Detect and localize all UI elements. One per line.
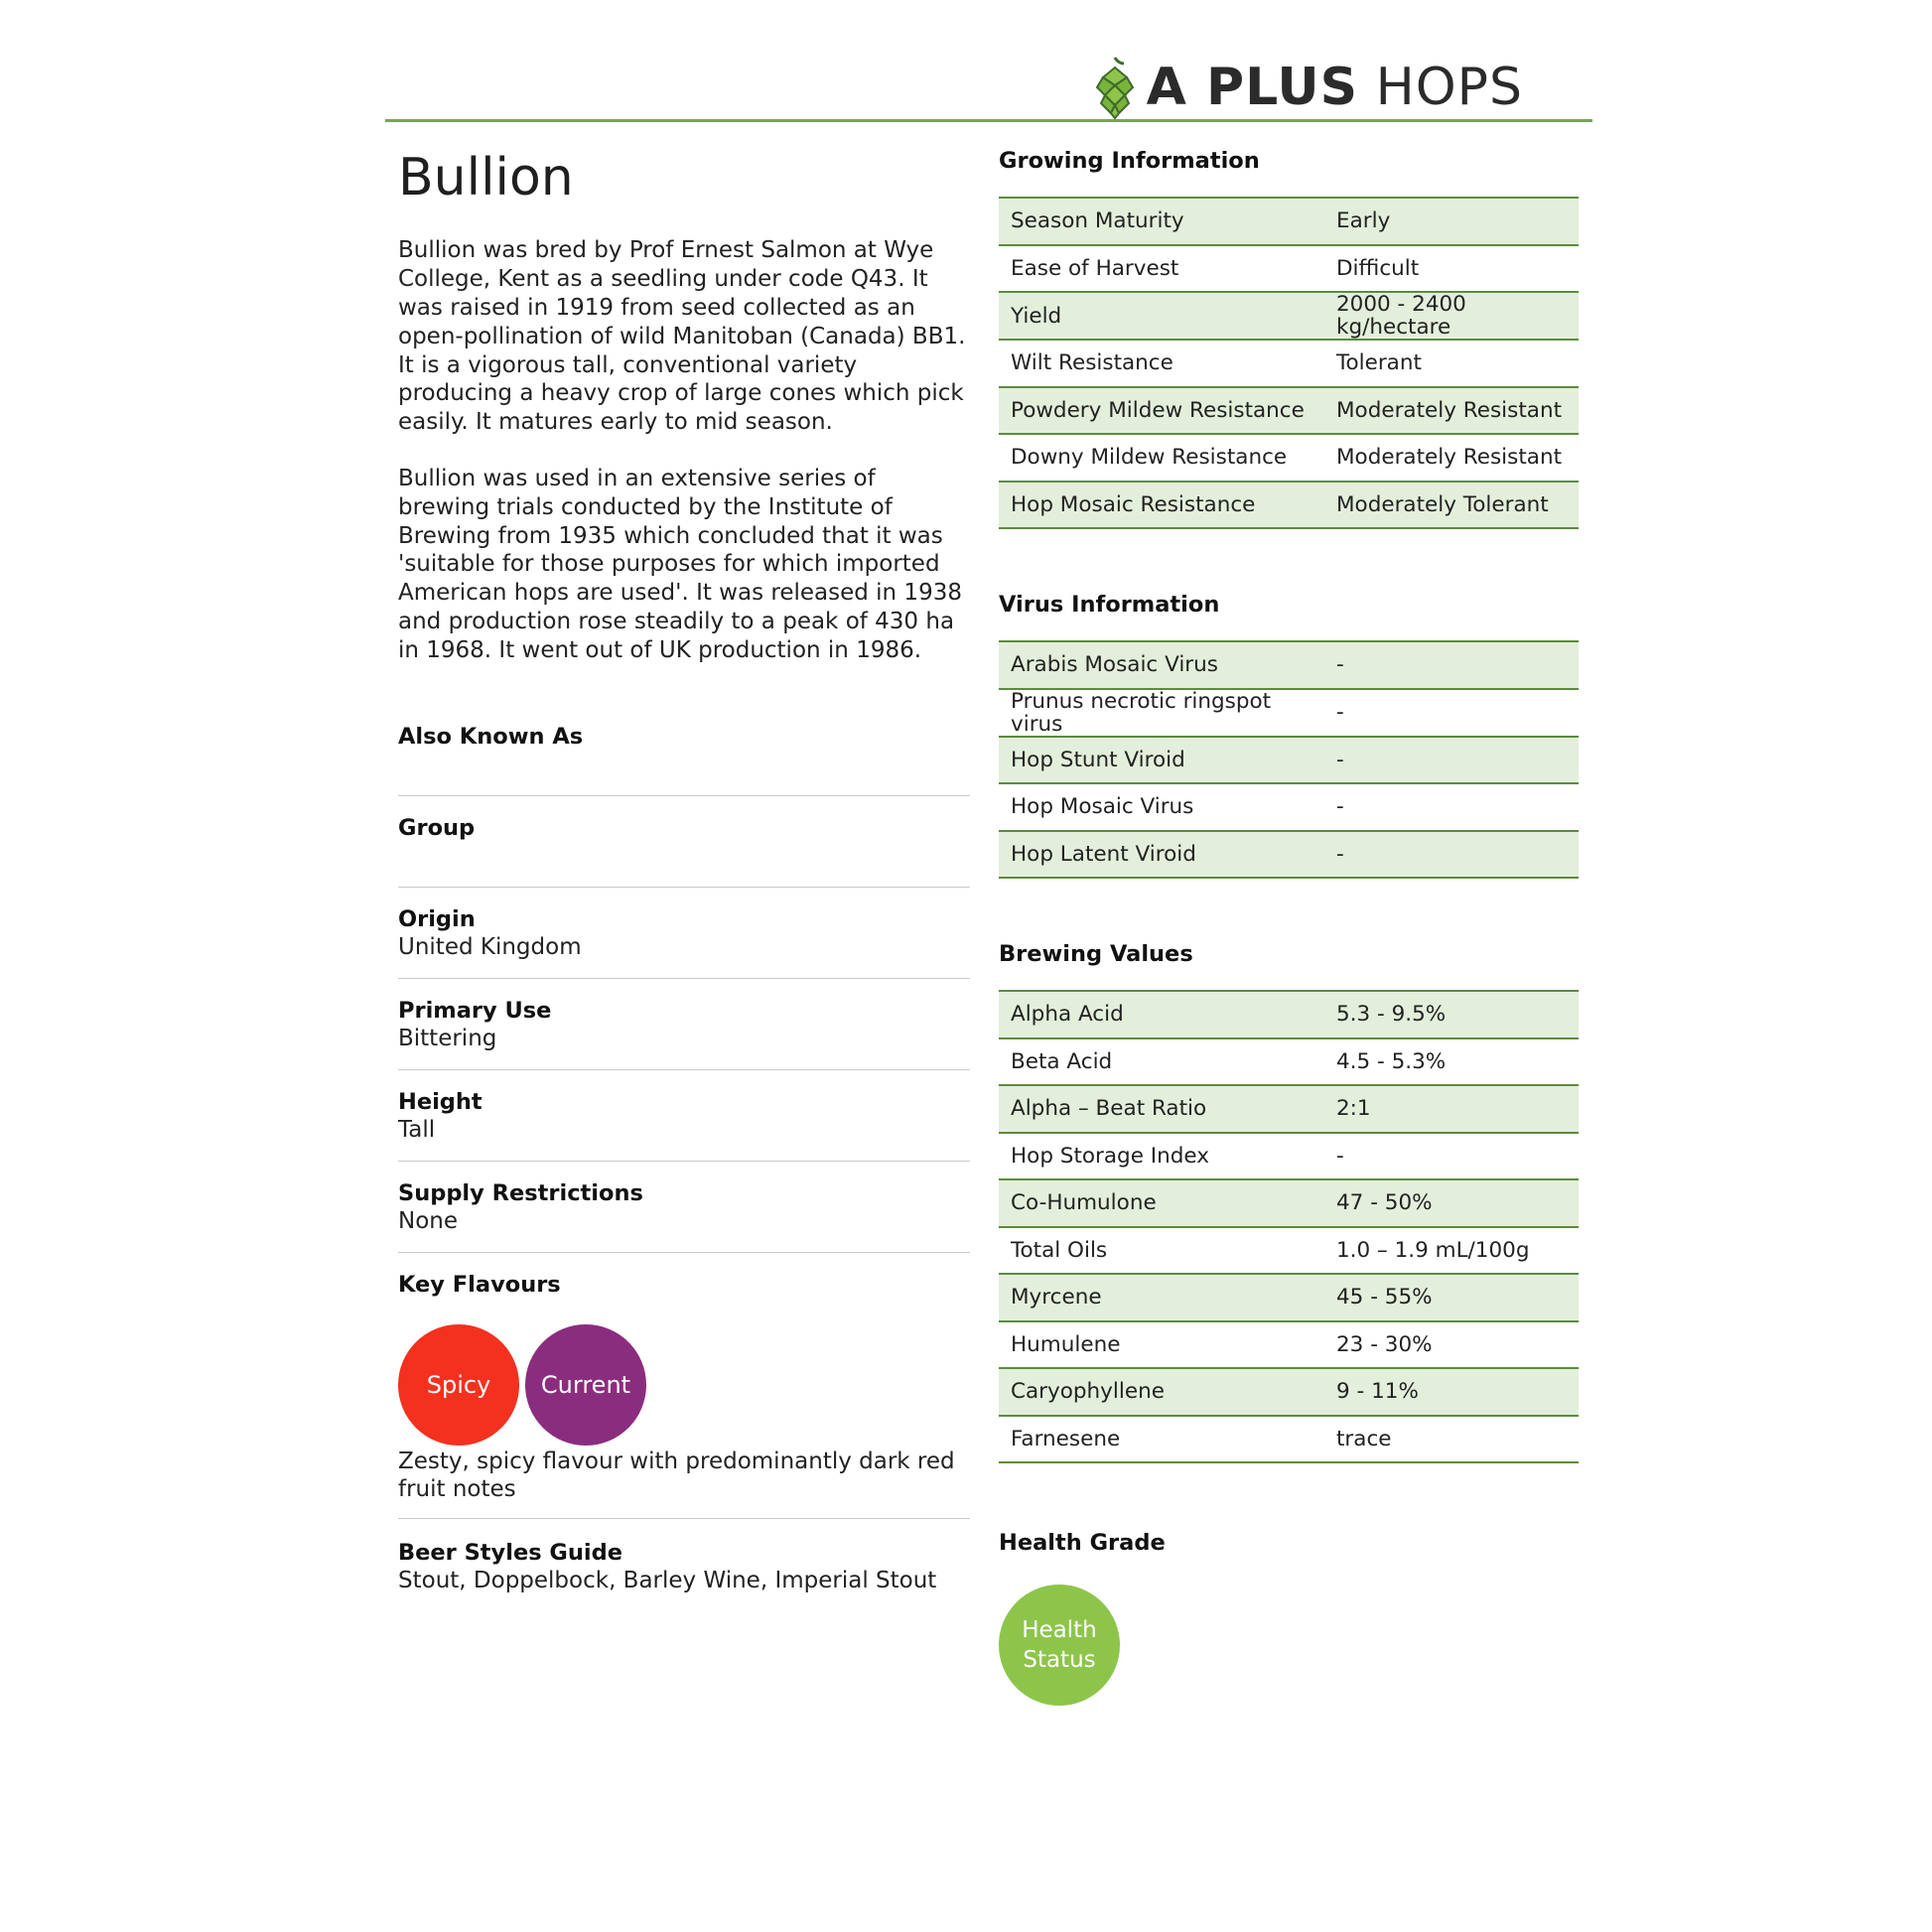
table-row	[999, 292, 1579, 340]
row-key: Downy Mildew Resistance	[999, 434, 1324, 482]
row-key: Yield	[999, 292, 1324, 340]
table-row	[999, 689, 1579, 737]
field-beer-styles	[398, 1519, 970, 1594]
growing-info-title: Growing Information	[999, 148, 1260, 174]
field-label: Origin	[398, 905, 476, 932]
hop-cone-icon	[1091, 56, 1139, 119]
table-row	[999, 783, 1579, 831]
health-status-badge: Health Status	[999, 1585, 1120, 1706]
row-value: -	[1324, 831, 1579, 879]
row-value: trace	[1324, 1416, 1579, 1463]
table-row	[999, 1368, 1579, 1416]
field-origin	[398, 888, 970, 979]
row-key: Hop Latent Viroid	[999, 831, 1324, 879]
table-row	[999, 1416, 1579, 1463]
row-value: 5.3 - 9.5%	[1324, 991, 1579, 1038]
row-key: Total Oils	[999, 1227, 1324, 1275]
field-height	[398, 1070, 970, 1162]
field-group	[398, 796, 970, 888]
row-value: Moderately Resistant	[1324, 387, 1579, 435]
row-value: Tolerant	[1324, 340, 1579, 387]
key-flavours-section	[398, 1253, 970, 1520]
row-value: 47 - 50%	[1324, 1179, 1579, 1227]
row-key: Prunus necrotic ringspot virus	[999, 689, 1324, 737]
row-value: Moderately Resistant	[1324, 434, 1579, 482]
table-row	[999, 482, 1579, 529]
brewing-values-title: Brewing Values	[999, 941, 1193, 967]
row-value: -	[1324, 737, 1579, 784]
row-key: Farnesene	[999, 1416, 1324, 1463]
row-key: Hop Stunt Viroid	[999, 737, 1324, 784]
row-key: Season Maturity	[999, 198, 1324, 245]
field-label: Height	[398, 1088, 483, 1115]
brand-logo	[1091, 56, 1523, 119]
field-value: Tall	[398, 1116, 436, 1143]
row-key: Hop Mosaic Resistance	[999, 482, 1324, 529]
table-row	[999, 387, 1579, 435]
table-row	[999, 831, 1579, 879]
row-key: Myrcene	[999, 1274, 1324, 1321]
flavour-circle-spicy: Spicy	[398, 1324, 519, 1446]
field-primary-use	[398, 979, 970, 1070]
row-key: Alpha – Beat Ratio	[999, 1085, 1324, 1133]
virus-info-title: Virus Information	[999, 592, 1220, 618]
row-value: -	[1324, 783, 1579, 831]
row-key: Ease of Harvest	[999, 245, 1324, 293]
table-row	[999, 1179, 1579, 1227]
row-value: 9 - 11%	[1324, 1368, 1579, 1416]
key-flavours-label: Key Flavours	[398, 1271, 561, 1298]
row-key: Wilt Resistance	[999, 340, 1324, 387]
field-label: Group	[398, 814, 476, 841]
row-key: Hop Mosaic Virus	[999, 783, 1324, 831]
row-value: 45 - 55%	[1324, 1274, 1579, 1321]
brand-name-light: HOPS	[1358, 58, 1523, 117]
table-row	[999, 1038, 1579, 1086]
table-row	[999, 737, 1579, 784]
row-key: Humulene	[999, 1321, 1324, 1369]
description-paragraph-2: Bullion was used in an extensive series of brewing trials conducted by the Institute of Brewing from 1935 which concluded that it was 'suitable for those purposes for which imported American hops are used'. It was released in 1938 and production rose steadily to a peak of 430 ha in 1968. It went out of UK production in 1986.	[398, 465, 962, 663]
row-value: 2000 - 2400 kg/hectare	[1324, 292, 1579, 340]
row-value: Early	[1324, 198, 1579, 245]
table-row	[999, 198, 1579, 245]
row-value: 4.5 - 5.3%	[1324, 1038, 1579, 1086]
right-column	[999, 147, 1579, 1706]
table-row	[999, 1321, 1579, 1369]
table-row	[999, 1274, 1579, 1321]
table-row	[999, 1133, 1579, 1180]
field-supply-restrictions	[398, 1162, 970, 1253]
row-key: Co-Humulone	[999, 1179, 1324, 1227]
table-row	[999, 340, 1579, 387]
left-column	[398, 147, 970, 1594]
flavour-circle-current: Current	[525, 1324, 646, 1446]
flavour-list	[398, 1324, 970, 1446]
table-row	[999, 1085, 1579, 1133]
flavour-description: Zesty, spicy flavour with predominantly dark red fruit notes	[398, 1448, 955, 1503]
page-header	[385, 50, 1592, 122]
row-value: 2:1	[1324, 1085, 1579, 1133]
row-value: -	[1324, 1133, 1579, 1180]
field-label: Also Known As	[398, 723, 584, 750]
row-value: -	[1324, 641, 1579, 689]
row-key: Beta Acid	[999, 1038, 1324, 1086]
row-value: Difficult	[1324, 245, 1579, 293]
table-row	[999, 641, 1579, 689]
row-key: Caryophyllene	[999, 1368, 1324, 1416]
field-value: Bittering	[398, 1025, 497, 1051]
row-value: 1.0 – 1.9 mL/100g	[1324, 1227, 1579, 1275]
growing-info-table	[999, 197, 1579, 529]
row-value: Moderately Tolerant	[1324, 482, 1579, 529]
field-value: Stout, Doppelbock, Barley Wine, Imperial Stout	[398, 1568, 937, 1594]
field-also-known-as	[398, 723, 970, 796]
table-row	[999, 1227, 1579, 1275]
field-value: None	[398, 1207, 459, 1234]
health-grade-title: Health Grade	[999, 1530, 1166, 1556]
row-key: Powdery Mildew Resistance	[999, 387, 1324, 435]
field-label: Primary Use	[398, 997, 552, 1024]
field-label: Supply Restrictions	[398, 1179, 643, 1206]
row-key: Alpha Acid	[999, 991, 1324, 1038]
page-title: Bullion	[398, 148, 574, 207]
brewing-values-table	[999, 990, 1579, 1463]
row-key: Hop Storage Index	[999, 1133, 1324, 1180]
row-key: Arabis Mosaic Virus	[999, 641, 1324, 689]
table-row	[999, 991, 1579, 1038]
row-value: 23 - 30%	[1324, 1321, 1579, 1369]
table-row	[999, 245, 1579, 293]
row-value: -	[1324, 689, 1579, 737]
table-row	[999, 434, 1579, 482]
description-paragraph-1: Bullion was bred by Prof Ernest Salmon at Wye College, Kent as a seedling under code Q43. It was raised in 1919 from seed collected as an open-pollination of wild Manitoban (Canada) BB1. It is a vigorous tall, conventional variety producing a heavy crop of large cones which pick easily. It matures early to mid season.	[398, 237, 966, 436]
brand-name-bold: A PLUS	[1146, 58, 1359, 117]
field-value: United Kingdom	[398, 933, 582, 960]
field-label: Beer Styles Guide	[398, 1540, 622, 1567]
virus-info-table	[999, 640, 1579, 879]
brand-name	[1147, 58, 1523, 117]
